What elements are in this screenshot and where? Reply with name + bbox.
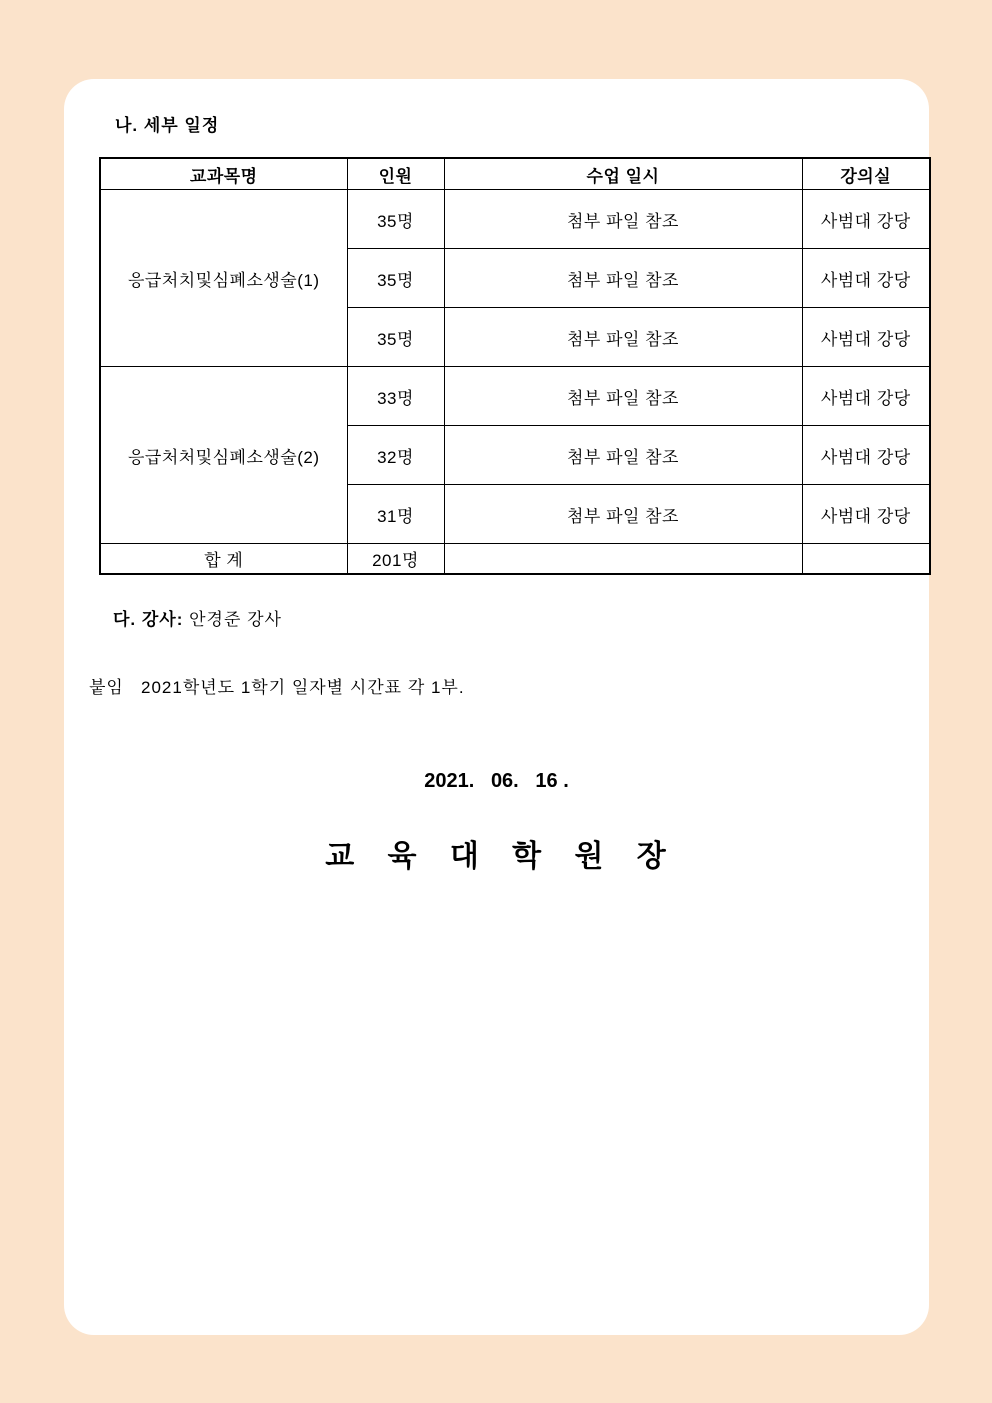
table-row [100, 190, 930, 249]
total-schedule-cell [444, 544, 802, 575]
course-name-cell: 응급처치및심폐소생술(1) [100, 190, 347, 367]
total-label-cell: 합 계 [100, 544, 347, 575]
room-cell: 사범대 강당 [802, 190, 930, 249]
instructor-label: 다. 강사: [113, 610, 184, 629]
count-cell: 35명 [347, 308, 444, 367]
column-header-course: 교과목명 [100, 158, 347, 190]
room-cell: 사범대 강당 [802, 308, 930, 367]
attachment-line: 붙임 2021학년도 1학기 일자별 시간표 각 1부. [89, 678, 465, 697]
column-header-count: 인원 [347, 158, 444, 190]
count-cell: 35명 [347, 190, 444, 249]
count-cell: 31명 [347, 485, 444, 544]
room-cell: 사범대 강당 [802, 249, 930, 308]
document-card [64, 79, 929, 1335]
instructor-value: 안경준 강사 [189, 610, 282, 629]
column-header-room: 강의실 [802, 158, 930, 190]
total-count-cell: 201명 [347, 544, 444, 575]
room-cell: 사범대 강당 [802, 426, 930, 485]
schedule-cell: 첨부 파일 참조 [444, 249, 802, 308]
schedule-cell: 첨부 파일 참조 [444, 485, 802, 544]
signature-line: 교 육 대 학 원 장 [325, 840, 668, 873]
count-cell: 33명 [347, 367, 444, 426]
schedule-cell: 첨부 파일 참조 [444, 426, 802, 485]
date-line: 2021. 06. 16 . [424, 770, 569, 792]
room-cell: 사범대 강당 [802, 367, 930, 426]
instructor-line [113, 608, 929, 632]
count-cell: 32명 [347, 426, 444, 485]
column-header-schedule: 수업 일시 [444, 158, 802, 190]
table-row [100, 367, 930, 426]
schedule-cell: 첨부 파일 참조 [444, 190, 802, 249]
schedule-cell: 첨부 파일 참조 [444, 308, 802, 367]
count-cell: 35명 [347, 249, 444, 308]
table-total-row [100, 544, 930, 575]
table-header-row [100, 158, 930, 190]
room-cell: 사범대 강당 [802, 485, 930, 544]
section-title: 나. 세부 일정 [115, 116, 220, 135]
course-name-cell: 응급처처및심폐소생술(2) [100, 367, 347, 544]
schedule-cell: 첨부 파일 참조 [444, 367, 802, 426]
total-room-cell [802, 544, 930, 575]
schedule-table [99, 157, 931, 575]
